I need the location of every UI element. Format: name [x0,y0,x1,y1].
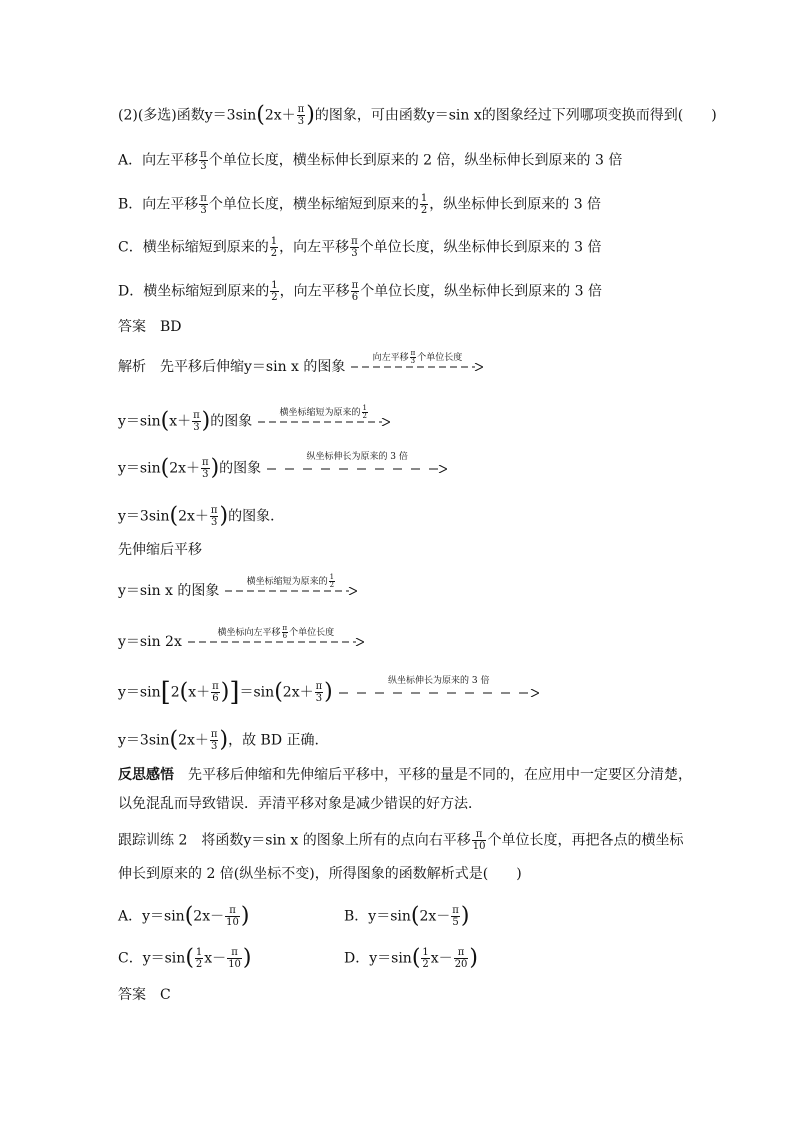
function-text: y＝3sin [204,107,257,124]
analysis-intro: 解析 先平移后伸缩y＝sin x 的图象 向左平移 $\frac{\pi}{3}$ 个单位长度 [118,357,483,377]
transform-arrow: 横坐标向左平移 $\frac{\pi}{6}$ 个单位长度 [188,638,364,646]
answer-label: 答案 [118,987,146,1003]
fraction: $\frac{1}{2}$ [420,193,428,216]
fraction: $\frac{1}{2}$ [271,280,278,303]
question-stem: (2)(多选)函数y＝3sin(2x＋ $\frac{\pi}{3}$ )的图象，可由函数y＝sin x的图象经过下列哪项变换而得到( ) [118,102,717,128]
fraction: $\frac{\pi}{6}$ [351,280,359,303]
answer-line-2 [118,985,171,1005]
answer-line [118,317,182,337]
fraction: $\frac{\pi}{3}$ [200,149,207,172]
question-suffix: 的图象，可由函数y＝sin x的图象经过下列哪项变换而得到( ) [314,107,717,124]
answer-value: BD [160,319,182,335]
transform-arrow: 横坐标缩短为原来的 $\frac{1}{2}$ [225,587,357,595]
fraction: $\frac{1}{2}$ [270,236,278,259]
section-heading: 先伸缩后平移 [118,542,202,558]
fraction: $\frac{\pi}{3}$ [200,193,207,216]
analysis-label: 解析 [118,359,146,375]
fraction: $\frac{\pi}{10}$ [472,829,486,852]
fraction: $\frac{\pi}{10}$ [226,905,239,928]
transform-arrow: 纵坐标伸长为原来的 3 倍 [339,689,539,697]
reflection-line-2: 以免混乱而导致错误．弄清平移对象是减少错误的好方法． [118,796,482,812]
fraction: $\frac{\pi}{3}$ [193,410,200,433]
practice-option-a: A．y＝sin(2x－ $\frac{\pi}{10}$ ) [118,903,250,929]
fraction: $\frac{\pi}{6}$ [212,681,219,704]
option-b: B．向左平移 $\frac{\pi}{3}$ 个单位长度，横坐标缩短到原来的 $\frac{1}{2}$ ，纵坐标伸长到原来的 3 倍 [118,193,602,216]
analysis-step-2: y＝sin(2x＋ $\frac{\pi}{3}$ )的图象 纵坐标伸长为原来的 3 倍 [118,457,447,480]
practice-line-2: 伸长到原来的 2 倍(纵坐标不变)，所得图象的函数解析式是( ) [118,866,522,882]
practice-option-d: D．y＝sin( $\frac{1}{2}$ x－ $\frac{\pi}{20}$ ) [344,945,479,971]
fraction: $\frac{\pi}{3}$ [202,457,209,480]
answer-value: C [160,987,171,1003]
option-a: A．向左平移 $\frac{\pi}{3}$ 个单位长度，横坐标伸长到原来的 2 倍，纵坐标伸长到原来的 3 倍 [118,149,623,172]
practice-label: 跟踪训练 2 [118,832,188,849]
s2-step-1: y＝sin x 的图象 横坐标缩短为原来的 $\frac{1}{2}$ [118,581,357,601]
fraction: $\frac{\pi}{3}$ [297,104,305,127]
question-prefix: (2)(多选)函数 [118,107,205,124]
fraction: $\frac{\pi}{5}$ [452,905,459,928]
analysis-step-1: y＝sin(x＋ $\frac{\pi}{3}$ )的图象 横坐标缩短为原来的 $\frac{1}{2}$ [118,410,390,433]
fraction: $\frac{\pi}{3}$ [210,505,218,528]
fraction: $\frac{\pi}{3}$ [315,681,323,704]
practice-option-c: C．y＝sin( $\frac{1}{2}$ x－ $\frac{\pi}{10}$ ) [118,945,252,971]
reflection-label: 反思感悟 [118,767,174,783]
fraction: $\frac{1}{2}$ [422,947,429,970]
fraction: $\frac{\pi}{20}$ [454,947,468,970]
fraction: $\frac{\pi}{10}$ [228,947,241,970]
s2-step-3: y＝sin[2(x＋ $\frac{\pi}{6}$ )]＝sin(2x＋ $\frac{\pi}{3}$ ) 纵坐标伸长为原来的 3 倍 [118,681,539,704]
s2-step-4: y＝3sin(2x＋ $\frac{\pi}{3}$ )，故 BD 正确. [118,727,319,753]
answer-label: 答案 [118,319,146,335]
practice-option-b: B．y＝sin(2x－ $\frac{\pi}{5}$ ) [344,903,470,929]
reflection-line-1: 反思感悟 先平移后伸缩和先伸缩后平移中，平移的量是不同的，在应用中一定要区分清楚， [118,767,692,783]
analysis-step-3: y＝3sin(2x＋ $\frac{\pi}{3}$ )的图象． [118,503,285,529]
fraction: $\frac{\pi}{3}$ [351,236,358,259]
transform-arrow: 横坐标缩短为原来的 $\frac{1}{2}$ [258,418,390,426]
practice-line-1: 跟踪训练 2 将函数y＝sin x 的图象上所有的点向右平移 $\frac{\pi}{10}$ 个单位长度，再把各点的横坐标 [118,829,684,852]
fraction: $\frac{1}{2}$ [195,947,203,970]
inner-text: 2x＋ [264,107,296,124]
option-c: C．横坐标缩短到原来的 $\frac{1}{2}$ ，向左平移 $\frac{\pi}{3}$ 个单位长度，纵坐标伸长到原来的 3 倍 [118,236,602,259]
option-d: D．横坐标缩短到原来的 $\frac{1}{2}$ ，向左平移 $\frac{\pi}{6}$ 个单位长度，纵坐标伸长到原来的 3 倍 [118,280,602,303]
transform-arrow: 纵坐标伸长为原来的 3 倍 [267,465,447,473]
transform-arrow: 向左平移 $\frac{\pi}{3}$ 个单位长度 [351,363,483,371]
s2-step-2: y＝sin 2x 横坐标向左平移 $\frac{\pi}{6}$ 个单位长度 [118,632,364,652]
fraction: $\frac{\pi}{3}$ [210,729,218,752]
